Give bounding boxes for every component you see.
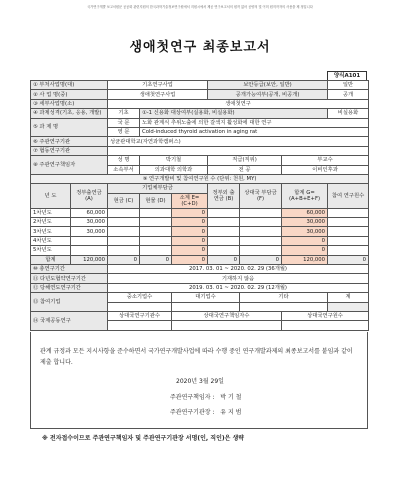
year-res (328, 227, 369, 236)
year-label: 4차년도 (31, 236, 71, 245)
value-title-en: Cold-induced thyroid activation in aging rat (140, 127, 369, 136)
label-coop: ⑦ 협동연구기관 (31, 146, 108, 155)
label-partner-res: 상대국연구원수 (282, 311, 369, 320)
col-corp: 기업체부담금 (108, 184, 208, 193)
year-inkind (140, 246, 172, 255)
label-partner-lead: 상대국연구책임자수 (172, 311, 282, 320)
value-disclosure: 공개 (328, 90, 369, 99)
year-row-1 (31, 208, 369, 217)
label-task-type: ④ 과제성격(기초, 응용, 개발) (31, 109, 108, 118)
year-gov (71, 236, 108, 245)
label-project: ② 사 업 명(중) (31, 90, 108, 99)
year-label: 1차년도 (31, 208, 71, 217)
year-gov: 30,000 (71, 227, 108, 236)
year-row-3 (31, 227, 369, 236)
year-sub: 0 (172, 246, 208, 255)
signer-head (170, 407, 241, 416)
year-other (208, 208, 240, 217)
row-this-period (31, 283, 369, 292)
label-sme: 중소기업수 (108, 293, 172, 302)
label-practical: ①-1 신용화 대상여부(실용화, 비실용화) (140, 109, 328, 118)
signer-pi (170, 392, 241, 401)
value-pi-dept: 의과대학 의학과 (140, 165, 208, 174)
year-local (240, 208, 282, 217)
col-inkind: 현물 (D) (140, 193, 172, 208)
label-position: 직급(직위) (208, 156, 282, 165)
year-inkind (140, 218, 172, 227)
label-this-period: ⑫ 당해연도연구기간 (31, 283, 108, 292)
signer-pi-label: 주관연구책임자 : (170, 394, 215, 401)
value-period: 2017. 03. 01 ~ 2020. 02. 29 (36개월) (108, 265, 369, 274)
year-gov: 60,000 (71, 208, 108, 217)
year-total: 30,000 (282, 227, 328, 236)
year-cash (108, 208, 140, 217)
totals-inkind: 0 (140, 255, 172, 264)
totals-total: 120,000 (282, 255, 328, 264)
label-program: ① 부처사업명(대) (31, 81, 108, 90)
row-fund-header (31, 174, 369, 183)
value-security: 일반 (328, 81, 369, 90)
value-agreement: 기재하지 않음 (108, 274, 369, 283)
col-researchers: 참여 연구원수 (328, 184, 369, 208)
year-local (240, 236, 282, 245)
value-detail: 생애첫연구 (108, 99, 369, 108)
totals-row (31, 255, 369, 264)
totals-other: 0 (208, 255, 240, 264)
year-local (240, 218, 282, 227)
col-gov: 정부출연금 (A) (71, 184, 108, 208)
value-pi-name: 박기철 (140, 156, 208, 165)
year-total: 0 (282, 246, 328, 255)
year-cash (108, 227, 140, 236)
label-host: ⑥ 주관연구기관 (31, 137, 108, 146)
value-coop (108, 146, 369, 155)
value-sme (108, 302, 172, 311)
label-en: 영 문 (108, 127, 140, 136)
row-fund-cols-1 (31, 184, 369, 193)
label-fund-header: ⑨ 연구개발비 및 참여연구원 수 (단위: 천원, MY) (31, 174, 369, 183)
year-sub: 0 (172, 236, 208, 245)
row-coop (31, 146, 369, 155)
value-this-period: 2019. 03. 01 ~ 2020. 02. 29 (12개월) (108, 283, 369, 292)
year-other (208, 218, 240, 227)
value-basic: 기초 (108, 109, 140, 118)
year-row-2 (31, 218, 369, 227)
row-intl-1 (31, 311, 369, 320)
label-task-title: ⑤ 과 제 명 (31, 118, 108, 137)
year-label: 5차년도 (31, 246, 71, 255)
value-host: 성균관대학교(자연과학캠퍼스) (108, 137, 369, 146)
label-major: 전 공 (208, 165, 282, 174)
col-cash: 현금 (C) (108, 193, 140, 208)
row-project (31, 90, 369, 99)
value-partner-res (282, 321, 369, 330)
col-total: 합계 G=(A+B+E+F) (282, 184, 328, 208)
label-kr: 국 문 (108, 118, 140, 127)
header-notice: 국가연구개발 보고서원문 공공화 관련지원의 한국과학기술정보연구원에서 지원시에서 제공 연구보고서의 원작 없어 공양의 및 이미 원저작자의 사용을 제 정입니다 (87, 5, 313, 9)
row-host (31, 137, 369, 146)
year-row-5 (31, 246, 369, 255)
totals-gov: 120,000 (71, 255, 108, 264)
page-title: 생애첫연구 최종보고서 (129, 40, 271, 55)
year-local (240, 227, 282, 236)
totals-cash: 0 (108, 255, 140, 264)
year-total: 30,000 (282, 218, 328, 227)
totals-res: 0 (328, 255, 369, 264)
totals-sub: 0 (172, 255, 208, 264)
value-partner-lead (172, 321, 282, 330)
col-subtotal: 소계 E=(C+D) (172, 193, 208, 208)
year-cash (108, 236, 140, 245)
year-other (208, 236, 240, 245)
label-pi: ⑧ 주관연구책임자 (31, 156, 108, 175)
label-affiliation: 소속부서 (108, 165, 140, 174)
value-title-kr: 노화 관계식 추위노출에 의한 갈색지 활성화에 대한 연구 (140, 118, 369, 127)
year-gov (71, 246, 108, 255)
year-cash (108, 246, 140, 255)
year-local (240, 246, 282, 255)
value-project: 생애첫연구사업 (108, 90, 208, 99)
col-other: 정부외 출연금 (B) (208, 184, 240, 208)
row-title-kr (31, 118, 369, 127)
form-code: 양식A101 (327, 71, 367, 81)
row-detail (31, 99, 369, 108)
value-large (172, 302, 240, 311)
value-partner-org (108, 321, 172, 330)
label-intl: ⑭ 국제공동연구 (31, 311, 108, 330)
year-cash (108, 218, 140, 227)
value-practical: 비실용화 (328, 109, 369, 118)
value-pi-major: 이비인후과 (282, 165, 369, 174)
row-program (31, 81, 369, 90)
year-other (208, 246, 240, 255)
year-other (208, 227, 240, 236)
label-security: 보안등급(보안, 일반) (208, 81, 328, 90)
value-pi-position: 부교수 (282, 156, 369, 165)
col-year: 년 도 (31, 184, 71, 208)
label-detail: ③ 세부사업명(소) (31, 99, 108, 108)
report-form (30, 80, 369, 331)
submission-date: 2020년 3월 29일 (176, 378, 224, 385)
signer-head-name: 유 지 범 (220, 409, 242, 416)
year-gov: 30,000 (71, 218, 108, 227)
row-participating-1 (31, 293, 369, 302)
year-inkind (140, 236, 172, 245)
signer-head-label: 주관연구기관장 : (170, 409, 215, 416)
row-task-type (31, 109, 369, 118)
label-participating: ⑬ 참여기업 (31, 293, 108, 312)
footnote: ※ 전자접수이므로 주관연구책임자 및 주관연구기관장 서명(인, 직인)은 생략 (42, 435, 245, 442)
year-label: 3차년도 (31, 227, 71, 236)
year-res (328, 218, 369, 227)
year-total: 0 (282, 236, 328, 245)
year-inkind (140, 208, 172, 217)
col-local: 상대국 부담금 (F) (240, 184, 282, 208)
value-count-total (328, 302, 369, 311)
row-agreement (31, 274, 369, 283)
label-other-corp: 기타 (240, 293, 328, 302)
signer-pi-name: 박 기 철 (220, 394, 242, 401)
declaration-text: 관계 규정과 모든 지시사항을 준수하면서 국가연구개발사업에 따라 수행 중인 연구개발과제의 최종보고서를 붙임과 같이 제출 합니다. (40, 348, 353, 366)
year-sub: 0 (172, 218, 208, 227)
year-res (328, 208, 369, 217)
row-pi-1 (31, 156, 369, 165)
totals-local: 0 (240, 255, 282, 264)
year-total: 60,000 (282, 208, 328, 217)
year-sub: 0 (172, 208, 208, 217)
label-name: 성 명 (108, 156, 140, 165)
label-period: ⑩ 총연구기간 (31, 265, 108, 274)
value-program: 기초연구사업 (108, 81, 208, 90)
totals-label: 합계 (31, 255, 71, 264)
label-partner-org: 상대국연구기관수 (108, 311, 172, 320)
year-res (328, 246, 369, 255)
value-other-corp (240, 302, 328, 311)
label-large: 대기업수 (172, 293, 240, 302)
row-period (31, 265, 369, 274)
year-row-4 (31, 236, 369, 245)
year-res (328, 236, 369, 245)
year-inkind (140, 227, 172, 236)
year-label: 2차년도 (31, 218, 71, 227)
year-sub: 0 (172, 227, 208, 236)
label-disclosure: 공개가능여부(공개, 비공개) (208, 90, 328, 99)
label-agreement: ⑪ 다년도협약연구기간 (31, 274, 108, 283)
label-count-total: 계 (328, 293, 369, 302)
